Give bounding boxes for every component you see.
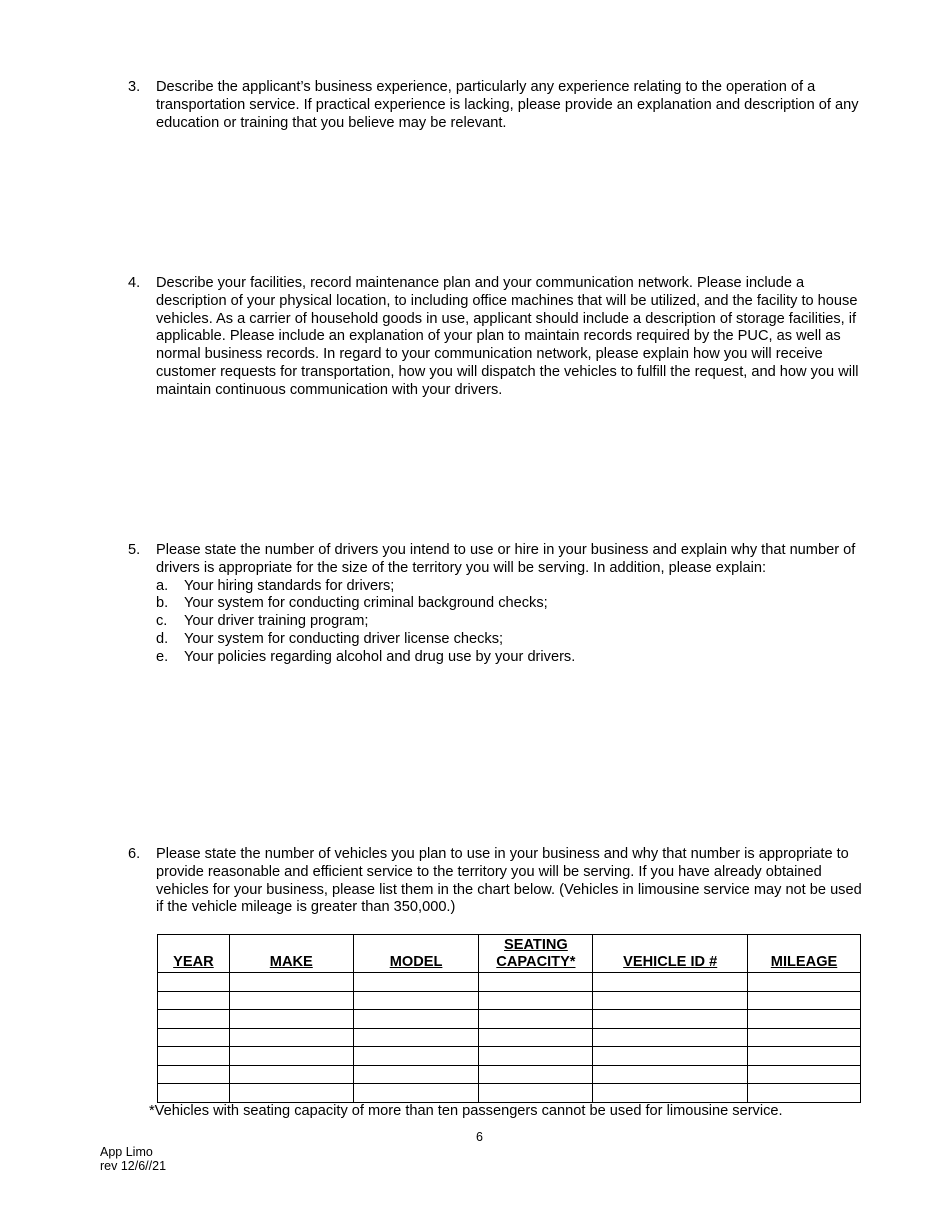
list-item-text: Your hiring standards for drivers; [184,577,395,594]
table-row [158,1084,861,1103]
question-number: 5. [128,542,141,558]
table-cell[interactable] [748,1028,861,1047]
table-cell[interactable] [748,1065,861,1084]
table-cell[interactable] [479,1084,593,1103]
table-cell[interactable] [593,1047,748,1066]
vehicle-table-body [158,973,861,1103]
table-cell[interactable] [353,1010,479,1029]
table-cell[interactable] [229,1047,353,1066]
table-cell[interactable] [593,991,748,1010]
list-item [156,595,868,613]
question-3 [128,79,868,132]
table-cell[interactable] [593,1028,748,1047]
footer-form-name: App Limo [100,1145,153,1159]
table-row [158,991,861,1010]
seating-header-line1: SEATING [504,937,568,953]
table-cell[interactable] [158,1028,230,1047]
table-header-row [158,935,861,973]
list-item-text: Your driver training program; [184,613,369,630]
question-text: Describe your facilities, record maintenance plan and your communication network. Please include a description of your physical location, to including office machines that will be utilized, and the facility to house vehicles. As a carrier of household goods in use, applicant should include a description of storage facilities, if applicable. Please include an explanation of your plan to maintain records required by the PUC, as well as normal business records. In regard to your communication network, please explain how you will receive customer requests for transportation, how you will dispatch the vehicles to fulfill the request, and how you will maintain continuous communication with your drivers. [156,275,859,398]
footer-revision: rev 12/6//21 [100,1159,167,1173]
table-cell[interactable] [748,1084,861,1103]
list-item-letter: a. [156,577,169,594]
table-cell[interactable] [158,973,230,992]
table-cell[interactable] [593,973,748,992]
table-row [158,1028,861,1047]
question-number: 3. [128,79,141,95]
column-header-mileage: MILEAGE [748,935,861,973]
question-4 [128,275,868,400]
table-cell[interactable] [479,1010,593,1029]
table-cell[interactable] [158,991,230,1010]
list-item [156,578,868,596]
table-cell[interactable] [748,991,861,1010]
list-item-text: Your policies regarding alcohol and drug use by your drivers. [184,648,576,665]
table-cell[interactable] [353,1028,479,1047]
table-cell[interactable] [158,1047,230,1066]
table-footnote: *Vehicles with seating capacity of more than ten passengers cannot be used for limousine service. [149,1103,783,1119]
table-row [158,1010,861,1029]
question-number: 6. [128,846,141,862]
seating-header-line2: CAPACITY* [496,954,576,970]
table-cell[interactable] [158,1065,230,1084]
table-cell[interactable] [353,991,479,1010]
table-cell[interactable] [593,1065,748,1084]
table-cell[interactable] [353,973,479,992]
page-number: 6 [476,1130,483,1144]
table-cell[interactable] [479,1047,593,1066]
table-cell[interactable] [593,1010,748,1029]
list-item-text: Your system for conducting criminal background checks; [184,595,548,612]
table-cell[interactable] [479,991,593,1010]
table-cell[interactable] [748,1047,861,1066]
table-cell[interactable] [593,1084,748,1103]
question-text: Please state the number of drivers you intend to use or hire in your business and explain why that number of drivers is appropriate for the size of the territory you will be serving. In addition, please explain: [156,542,856,576]
question-text: Describe the applicant’s business experience, particularly any experience relating to the operation of a transportation service. If practical experience is lacking, please provide an explanation and description of any education or training that you believe may be relevant. [156,79,859,131]
question-number: 4. [128,275,141,291]
table-cell[interactable] [229,1084,353,1103]
document-footer [100,1145,166,1173]
list-item-letter: c. [156,613,168,630]
table-cell[interactable] [353,1047,479,1066]
column-header-seating-capacity [479,935,593,973]
column-header-model: MODEL [353,935,479,973]
table-cell[interactable] [229,973,353,992]
column-header-make: MAKE [229,935,353,973]
table-cell[interactable] [229,1028,353,1047]
table-cell[interactable] [479,1065,593,1084]
table-cell[interactable] [158,1084,230,1103]
sub-list [156,578,868,667]
column-header-vehicle-id: VEHICLE ID # [593,935,748,973]
question-6 [128,846,868,917]
table-cell[interactable] [479,1028,593,1047]
list-item-letter: b. [156,595,169,612]
list-item [156,649,868,667]
table-cell[interactable] [479,973,593,992]
table-cell[interactable] [229,1010,353,1029]
column-header-year: YEAR [158,935,230,973]
table-row [158,1047,861,1066]
list-item-text: Your system for conducting driver license checks; [184,630,504,647]
list-item-letter: d. [156,630,169,647]
vehicle-table [157,934,861,1103]
table-cell[interactable] [353,1065,479,1084]
table-row [158,973,861,992]
table-cell[interactable] [229,1065,353,1084]
table-row [158,1065,861,1084]
table-cell[interactable] [158,1010,230,1029]
list-item [156,631,868,649]
question-text: Please state the number of vehicles you plan to use in your business and why that number is appropriate to provide reasonable and efficient service to the territory you will be serving. If you have already obtained vehicles for your business, please list them in the chart below. (Vehicles in limousine service may not be used if the vehicle mileage is greater than 350,000.) [156,846,862,916]
table-cell[interactable] [353,1084,479,1103]
question-5 [128,542,868,667]
list-item [156,613,868,631]
table-cell[interactable] [748,973,861,992]
table-cell[interactable] [748,1010,861,1029]
table-cell[interactable] [229,991,353,1010]
list-item-letter: e. [156,648,169,665]
